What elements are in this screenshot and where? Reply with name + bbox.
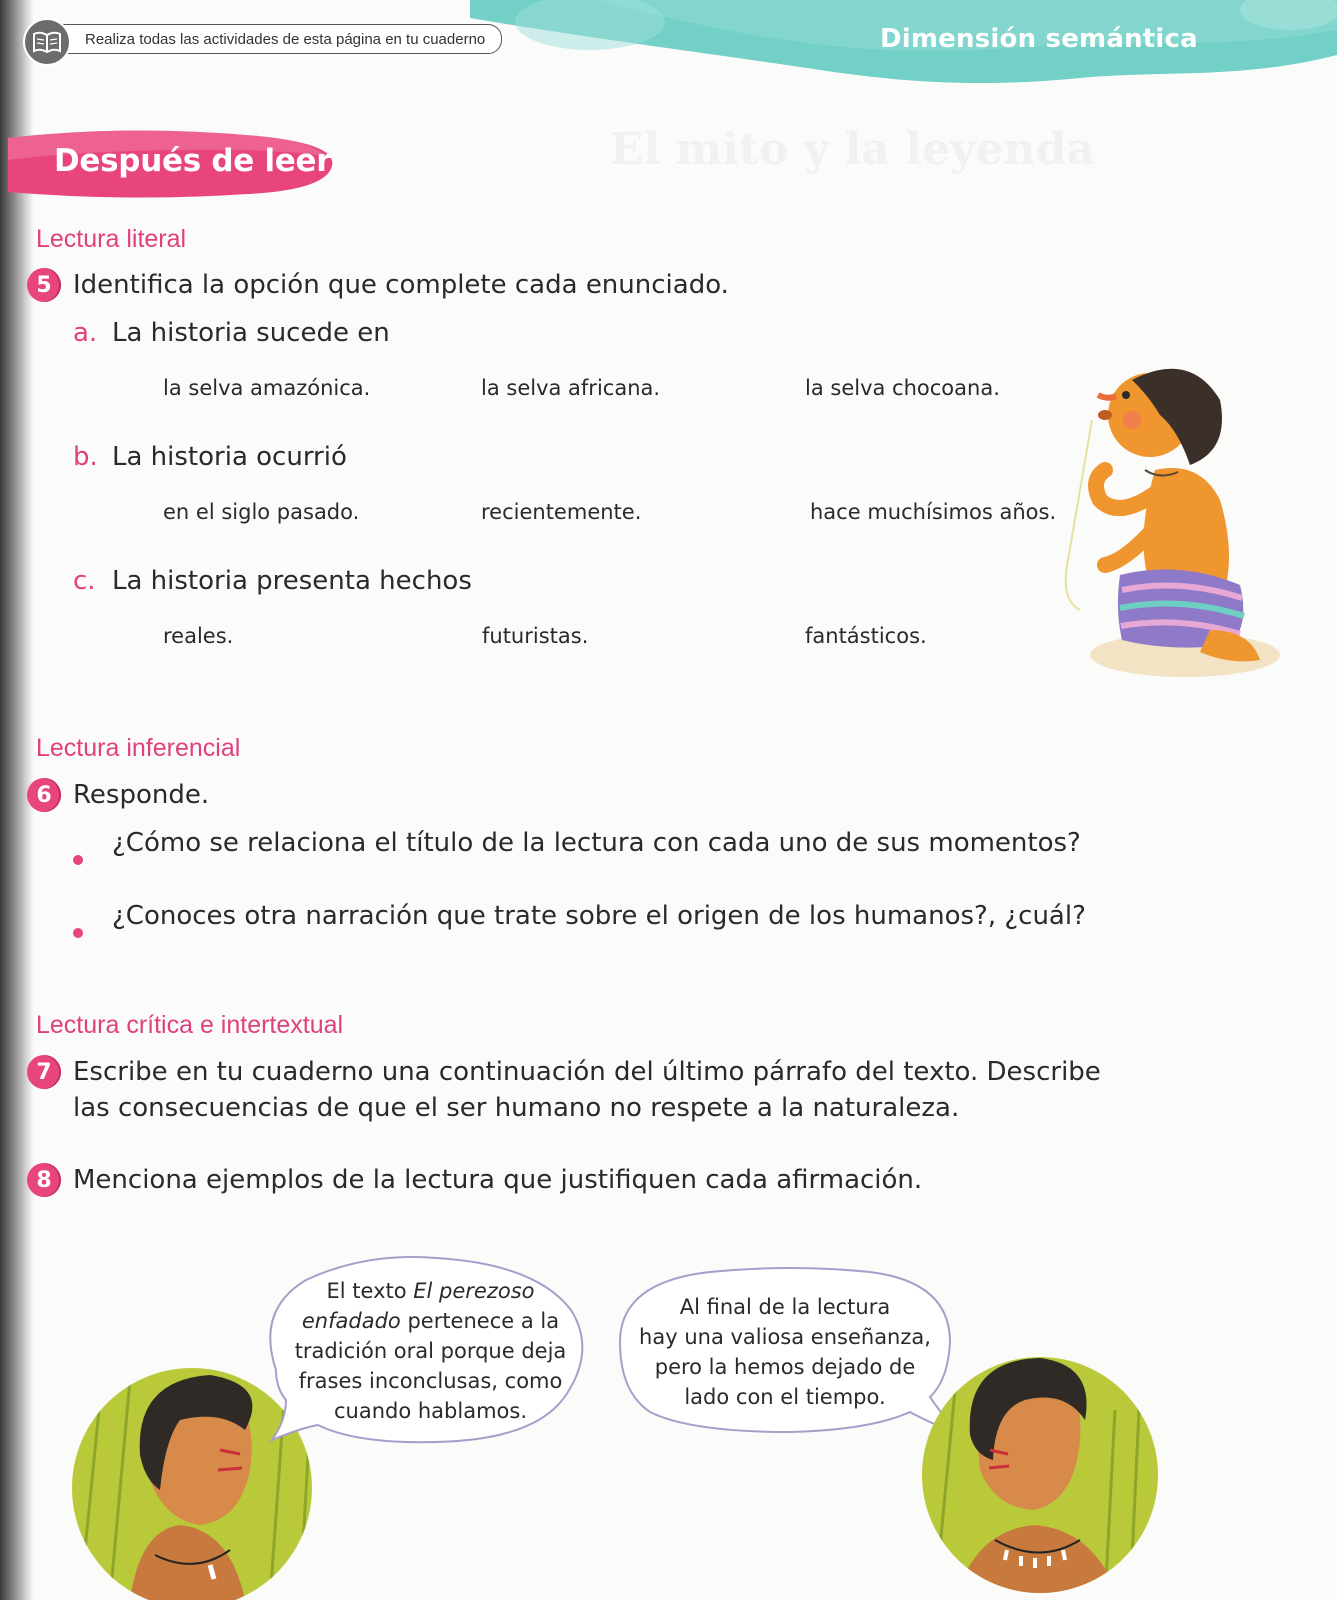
option-a-1: la selva amazónica. xyxy=(163,376,371,400)
item-c-stem: La historia presenta hechos xyxy=(112,566,472,596)
left-bubble-text xyxy=(268,1276,593,1426)
left-bubble-line-2: enfadado pertenece a la xyxy=(301,1309,560,1333)
question-6-prompt: Responde. xyxy=(73,780,210,810)
option-c-1: reales. xyxy=(163,624,234,648)
option-c-2: futuristas. xyxy=(482,624,589,648)
question-5-prompt: Identifica la opción que complete cada enunciado. xyxy=(73,270,729,300)
bullet-icon xyxy=(73,928,83,938)
right-bubble-line-2: hay una valiosa enseñanza, xyxy=(639,1325,931,1349)
question-7-line-1: Escribe en tu cuaderno una continuación del último párrafo del texto. Describe xyxy=(73,1057,1101,1087)
header-band xyxy=(0,0,1337,110)
heading-critical-reading: Lectura crítica e intertextual xyxy=(36,1011,344,1039)
notebook-icon xyxy=(23,18,71,66)
question-number-7: 7 xyxy=(27,1055,61,1089)
heading-literal-reading: Lectura literal xyxy=(36,225,187,253)
left-bubble-line-1: El texto El perezoso xyxy=(326,1279,535,1303)
right-bubble-text xyxy=(620,1292,950,1412)
question-number-8: 8 xyxy=(27,1163,61,1197)
option-b-3: hace muchísimos años. xyxy=(810,500,1057,524)
option-b-2: recientemente. xyxy=(481,500,642,524)
bullet-icon xyxy=(73,855,83,865)
item-a-stem: La historia sucede en xyxy=(112,318,390,348)
notice-text: Realiza todas las actividades de esta página en tu cuaderno xyxy=(85,30,486,48)
option-c-3: fantásticos. xyxy=(805,624,927,648)
right-bubble-line-1: Al final de la lectura xyxy=(679,1295,891,1319)
option-a-3: la selva chocoana. xyxy=(805,376,1000,400)
option-a-2: la selva africana. xyxy=(481,376,661,400)
question-6-bullet-1: ¿Cómo se relaciona el título de la lectura con cada uno de sus momentos? xyxy=(112,828,1081,858)
question-number-5: 5 xyxy=(27,268,61,302)
kneeling-child-illustration xyxy=(1060,360,1280,700)
heading-inferential-reading: Lectura inferencial xyxy=(36,734,241,762)
notebook-notice xyxy=(30,24,502,54)
right-bubble-line-4: lado con el tiempo. xyxy=(684,1385,886,1409)
right-character-portrait xyxy=(915,1350,1165,1600)
question-7-line-2: las consecuencias de que el ser humano no respete a la naturaleza. xyxy=(73,1093,960,1123)
right-bubble-line-3: pero la hemos dejado de xyxy=(654,1355,916,1379)
question-8-prompt: Menciona ejemplos de la lectura que justifiquen cada afirmación. xyxy=(73,1165,923,1195)
question-6-bullet-2: ¿Conoces otra narración que trate sobre el origen de los humanos?, ¿cuál? xyxy=(112,901,1086,931)
section-title: Dimensión semántica xyxy=(880,24,1198,54)
left-bubble-line-4: frases inconclusas, como xyxy=(298,1369,563,1393)
bleed-through-title: El mito y la leyenda xyxy=(610,124,1095,175)
option-b-1: en el siglo pasado. xyxy=(163,500,360,524)
item-b-stem: La historia ocurrió xyxy=(112,442,347,472)
left-bubble-line-5: cuando hablamos. xyxy=(333,1399,528,1423)
after-reading-title: Después de leer xyxy=(54,143,332,179)
question-number-6: 6 xyxy=(27,778,61,812)
item-letter-c: c. xyxy=(73,566,96,596)
item-letter-a: a. xyxy=(73,318,98,348)
item-letter-b: b. xyxy=(73,442,98,472)
left-bubble-line-3: tradición oral porque deja xyxy=(294,1339,567,1363)
